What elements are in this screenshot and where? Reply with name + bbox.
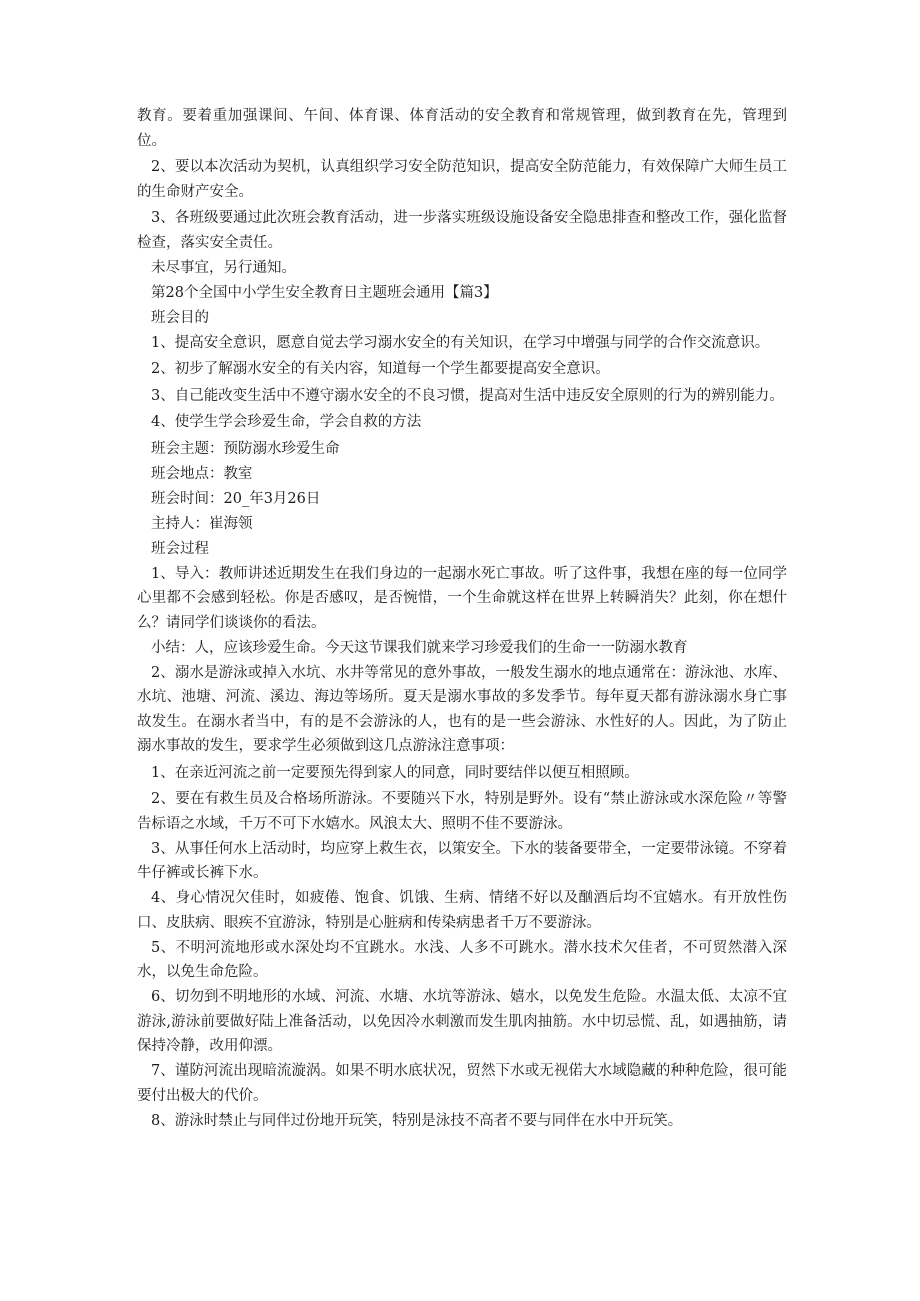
paragraph: 主持人：崔海领 xyxy=(151,515,253,532)
paragraph: 2、要以本次活动为契机，认真组织学习安全防范知识，提高安全防范能力，有效保障广大师生员工的生命财产安全。 xyxy=(137,159,787,200)
paragraph: 班会主题：预防溺水珍爱生命 xyxy=(151,440,340,457)
paragraph: 8、游泳时禁止与同伴过份地开玩笑，特别是泳技不高者不要与同伴在水中开玩笑。 xyxy=(151,1112,683,1129)
paragraph: 班会目的 xyxy=(151,309,209,326)
paragraph: 未尽事宜，另行通知。 xyxy=(151,259,296,276)
document-page xyxy=(137,104,787,1134)
paragraph: 教育。要着重加强课间、午间、体育课、体育活动的安全教育和常规管理，做到教育在先，管理到位。 xyxy=(137,108,787,149)
paragraph: 2、要在有救生员及合格场所游泳。不要随兴下水，特别是野外。设有“禁止游泳或水深危险〃等警告标语之水域，千万不可下水嬉水。风浪太大、照明不佳不要游泳。 xyxy=(137,791,787,832)
section-heading: 第28个全国中小学生安全教育日主题班会通用【篇3】 xyxy=(151,284,498,301)
paragraph: 4、使学生学会珍爱生命，学会自救的方法 xyxy=(151,414,422,430)
paragraph: 班会过程 xyxy=(151,540,209,557)
paragraph: 3、自己能改变生活中不遵守溺水安全的不良习惯，提高对生活中违反安全原则的行为的辨别能力。 xyxy=(151,387,784,404)
paragraph: 2、溺水是游泳或掉入水坑、水井等常见的意外事故，一般发生溺水的地点通常在：游泳池、水库、水坑、池塘、河流、溪边、海边等场所。夏天是溺水事故的多发季节。每年夏天都有游泳溺水身亡事故发生。在溺水者当中，有的是不会游泳的人，也有的是一些会游泳、水性好的人。因此，为了防止溺水事故的发生，要求学生必须做到这几点游泳注意事项： xyxy=(137,664,787,754)
paragraph: 3、从事任何水上活动时，均应穿上救生衣，以策安全。下水的装备要带全，一定要带泳镜。不穿着牛仔裤或长裤下水。 xyxy=(137,840,787,881)
paragraph: 3、各班级要通过此次班会教育活动，进一步落实班级设施设备安全隐患排查和整改工作，强化监督检查，落实安全责任。 xyxy=(137,210,787,251)
paragraph: 班会时间：20_年3月26日 xyxy=(151,490,321,507)
paragraph: 小结：人，应该珍爱生命。今天这节课我们就来学习珍爱我们的生命一一防溺水教育 xyxy=(151,639,688,656)
paragraph: 1、在亲近河流之前一定要预先得到家人的同意，同时要结伴以便互相照顾。 xyxy=(151,764,639,781)
paragraph: 4、身心情况欠佳时，如疲倦、饱食、饥饿、生病、情绪不好以及酗酒后均不宜嬉水。有开放性伤口、皮肤病、眼疾不宜游泳，特别是心脏病和传染病患者千万不要游泳。 xyxy=(137,890,787,931)
paragraph: 1、导入：教师讲述近期发生在我们身边的一起溺水死亡事故。听了这件事，我想在座的每一位同学心里都不会感到轻松。你是否感叹，是否惋惜，一个生命就这样在世界上转瞬消失？此刻，你在想什么？请同学们谈谈你的看法。 xyxy=(137,565,787,631)
paragraph: 6、切勿到不明地形的水域、河流、水塘、水坑等游泳、嬉水，以免发生危险。水温太低、太凉不宜游泳,游泳前要做好陆上准备活动，以免因冷水刺激而发生肌肉抽筋。水中切忌慌、乱，如遇抽筋，请保持冷静，改用仰漂。 xyxy=(137,989,787,1054)
paragraph: 5、不明河流地形或水深处均不宜跳水。水浅、人多不可跳水。潜水技术欠佳者，不可贸然潜入深水，以免生命危险。 xyxy=(137,939,787,980)
paragraph: 2、初步了解溺水安全的有关内容，知道每一个学生都要提高安全意识。 xyxy=(151,361,610,377)
paragraph: 7、谨防河流出现暗流漩涡。如果不明水底状况，贸然下水或无视偌大水域隐藏的种种危险，很可能要付出极大的代价。 xyxy=(137,1063,787,1104)
paragraph: 班会地点：教室 xyxy=(151,465,253,482)
paragraph: 1、提高安全意识，愿意自觉去学习溺水安全的有关知识，在学习中增强与同学的合作交流意识。 xyxy=(151,334,770,351)
